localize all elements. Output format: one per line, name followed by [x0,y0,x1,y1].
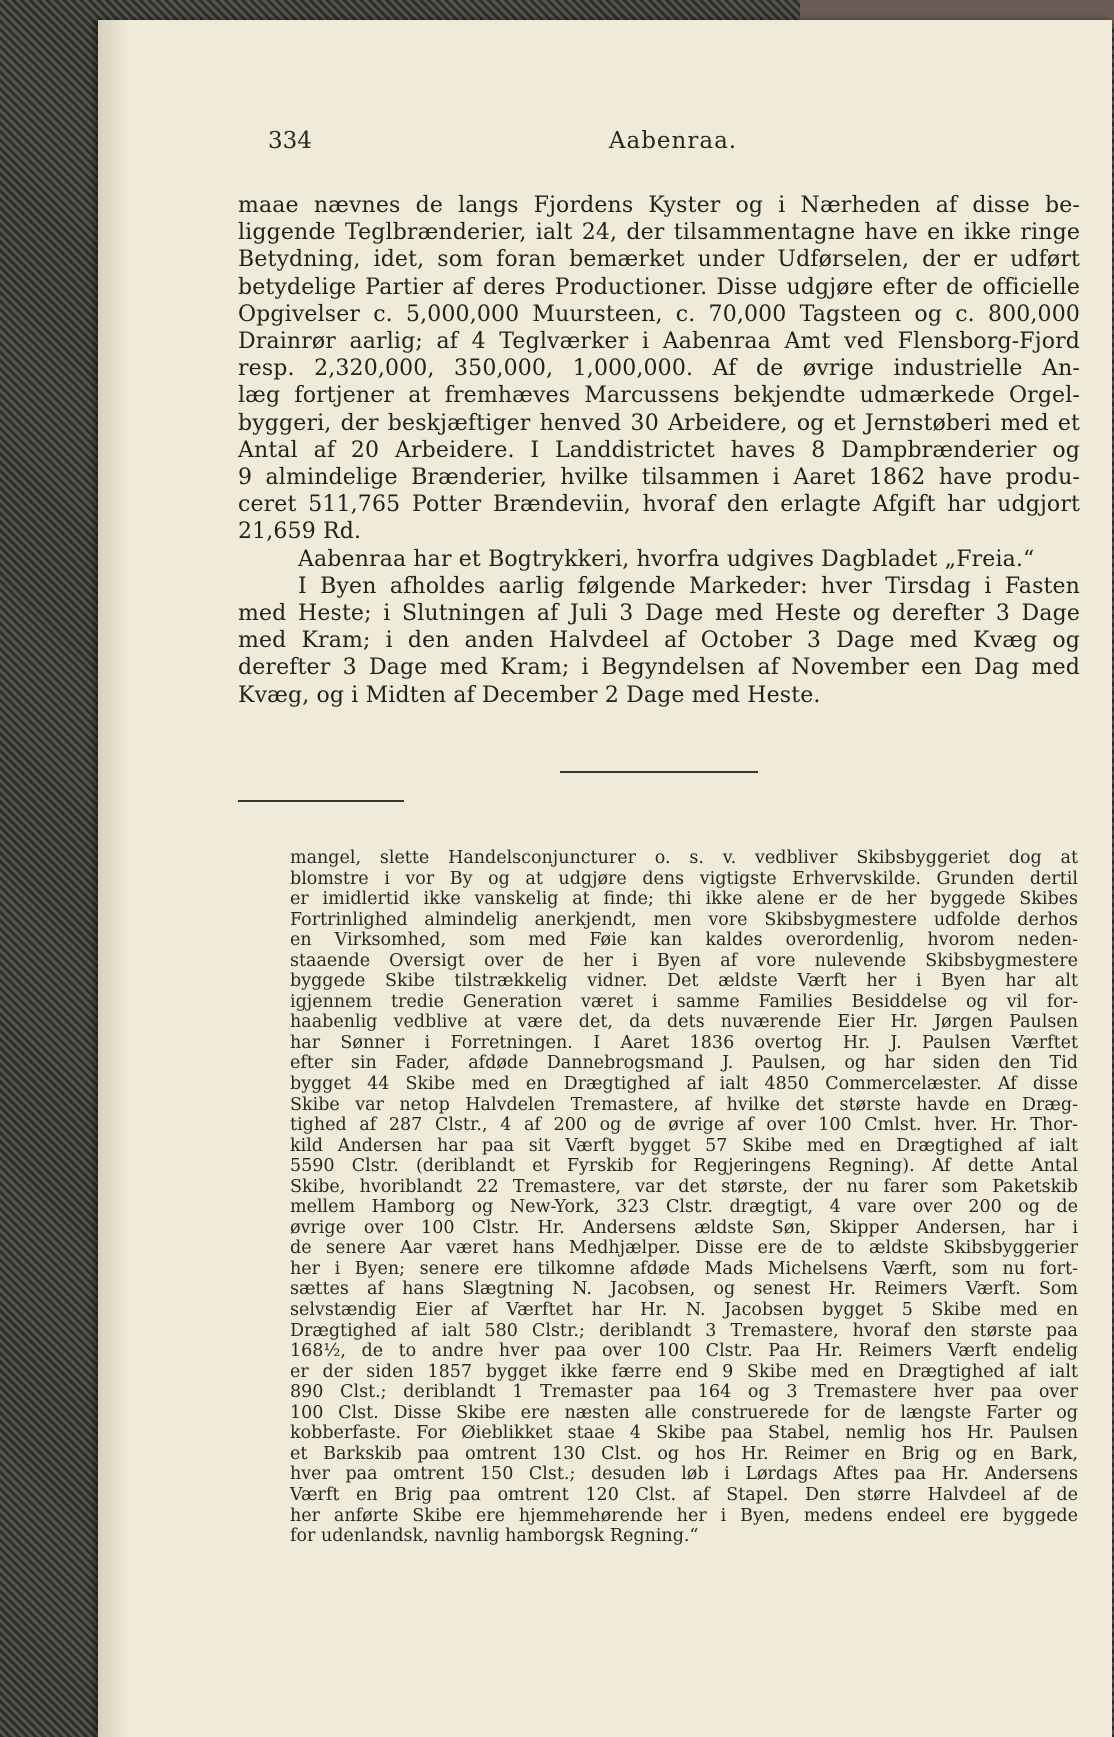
footnote-line: er der siden 1857 bygget ikke færre end 9 Skibe med en Drægtighed af ialt [290,1361,1078,1382]
footnote-line: haabenlig vedblive at være det, da dets nuværende Eier Hr. Jørgen Paulsen [290,1012,1078,1033]
text-line: Betydning, idet, som foran bemærket under Udførselen, der er udført [238,247,1080,273]
text-line: ceret 511,765 Potter Brændeviin, hvoraf den erlagte Afgift har udgjort [238,492,1080,518]
footnote-line: tighed af 287 Clstr., 4 af 200 og de øvrige af over 100 Cmlst. hver. Hr. Thor- [290,1115,1078,1136]
footnote-line: Skibe, hvoriblandt 22 Tremastere, var det største, der nu farer som Paketskib [290,1176,1078,1197]
footnote-line: kobberfaste. For Øieblikket staae 4 Skibe paa Stabel, nemlig hos Hr. Paulsen [290,1423,1078,1444]
text-line: Aabenraa har et Bogtrykkeri, hvorfra udgives Dagbladet „Freia.“ [298,546,1035,572]
text-line: læg fortjener at fremhæves Marcussens bekjendte udmærkede Orgel- [238,383,1080,409]
text-line: Antal af 20 Arbeidere. I Landdistrictet haves 8 Dampbrænderier og [238,437,1080,463]
footnote-line: 100 Clst. Disse Skibe ere næsten alle construerede for de længste Farter og [290,1402,1078,1423]
footnote-line: bygget 44 Skibe med en Drægtighed af ialt 4850 Commercelæster. Af disse [290,1074,1078,1095]
footnote-line: sættes af hans Slægtning N. Jacobsen, og senest Hr. Reimers Værft. Som [290,1279,1078,1300]
footnote-line: 5590 Clstr. (deriblandt et Fyrskib for Regjeringens Regning). Af dette Antal [290,1156,1078,1177]
footnote-line: Skibe var netop Halvdelen Tremastere, af hvilke det største havde en Dræg- [290,1094,1078,1115]
footnote-line: her anførte Skibe ere hjemmehørende her i Byen, medens endeel ere byggede [290,1505,1078,1526]
running-title: Aabenraa. [608,128,738,154]
section-divider [560,771,758,773]
text-line: med Heste; i Slutningen af Juli 3 Dage med Heste og derefter 3 Dage [238,601,1080,627]
footnote-line: de senere Aar været hans Medhjælper. Disse ere de to ældste Skibsbyggerier [290,1238,1078,1259]
footnote-line: Værft en Brig paa omtrent 120 Clst. af Stapel. Den større Halvdeel af de [290,1484,1078,1505]
footnote-line: blomstre i vor By og at udgjøre dens vigtigste Erhvervskilde. Grunden dertil [290,868,1078,889]
text-line: derefter 3 Dage med Kram; i Begyndelsen af November een Dag med [238,655,1080,681]
footnote-line: 168½, de to andre hver paa over 100 Clstr. Paa Hr. Reimers Værft endelig [290,1341,1078,1362]
text-line: 21,659 Rd. [238,519,362,545]
text-line: maae nævnes de langs Fjordens Kyster og i Nærheden af disse be- [238,193,1080,218]
footnote-line: efter sin Fader, afdøde Dannebrogsmand J. Paulsen, og har siden den Tid [290,1053,1078,1074]
text-line: med Kram; i den anden Halvdeel af October 3 Dage med Kvæg og [238,628,1080,654]
page-number: 334 [268,128,312,154]
text-line: resp. 2,320,000, 350,000, 1,000,000. Af de øvrige industrielle An- [238,356,1080,382]
text-line: liggende Teglbrænderier, ialt 24, der tilsammentagne have en ikke ringe [238,220,1080,246]
footnote-line: kild Andersen har paa sit Værft bygget 57 Skibe med en Drægtighed af ialt [290,1135,1078,1156]
footnote-line: et Barkskib paa omtrent 130 Clst. og hos Hr. Reimer en Brig og en Bark, [290,1443,1078,1464]
text-line: betydelige Partier af deres Productioner. Disse udgjøre efter de officielle [238,274,1080,300]
footnote-line: her i Byen; senere ere tilkomne afdøde Mads Michelsens Værft, som nu fort- [290,1258,1078,1279]
footnote-line: Drægtighed af ialt 580 Clstr.; deriblandt 3 Tremastere, hvoraf den største paa [290,1320,1078,1341]
text-line: Kvæg, og i Midten af December 2 Dage med Heste. [238,682,821,708]
footnote-line: er imidlertid ikke vanskelig at finde; thi ikke alene er de her byggede Skibes [290,889,1078,910]
footnote-line: Fortrinlighed almindelig anerkjendt, men vore Skibsbygmestere udfolde derhos [290,909,1078,930]
text-line: 9 almindelige Brænderier, hvilke tilsammen i Aaret 1862 have produ- [238,465,1080,491]
main-text-block [238,192,1080,709]
footnote-divider [238,800,404,802]
footnote-line: byggede Skibe tilstrækkelig vidner. Det ældste Værft her i Byen har alt [290,971,1078,992]
footnote-line: har Sønner i Forretningen. I Aaret 1836 overtog Hr. J. Paulsen Værftet [290,1032,1078,1053]
footnote-line: mangel, slette Handelsconjuncturer o. s. v. vedbliver Skibsbyggeriet dog at [290,848,1078,868]
footnote-line: staaende Oversigt over de her i Byen af vore nulevende Skibsbygmestere [290,950,1078,971]
footnote-line: igjennem tredie Generation været i samme Families Besiddelse og vil for- [290,991,1078,1012]
footnote-block [290,848,1078,1547]
footnote-line: en Virksomhed, som med Føie kan kaldes overordenlig, hvorom neden- [290,930,1078,951]
text-line: Opgivelser c. 5,000,000 Muursteen, c. 70,000 Tagsteen og c. 800,000 [238,301,1080,327]
footnote-line: øvrige over 100 Clstr. Hr. Andersens ældste Søn, Skipper Andersen, har i [290,1217,1078,1238]
footnote-line: hver paa omtrent 150 Clst.; desuden løb i Lørdags Aftes paa Hr. Andersens [290,1464,1078,1485]
text-line: byggeri, der beskjæftiger henved 30 Arbeidere, og et Jernstøberi med et [238,410,1080,436]
footnote-line: selvstændig Eier af Værftet har Hr. N. Jacobsen bygget 5 Skibe med en [290,1300,1078,1321]
footnote-line: 890 Clst.; deriblandt 1 Tremaster paa 164 og 3 Tremastere hver paa over [290,1382,1078,1403]
page-header [268,128,1078,168]
footnote-line: mellem Hamborg og New-York, 323 Clstr. drægtigt, 4 vare over 200 og de [290,1197,1078,1218]
text-line: I Byen afholdes aarlig følgende Markeder: hver Tirsdag i Fasten [298,573,1080,599]
page-gutter-shadow [98,20,130,1737]
text-line: Drainrør aarlig; af 4 Teglværker i Aabenraa Amt ved Flensborg-Fjord [238,329,1080,355]
footnote-line: for udenlandsk, navnlig hamborgsk Regning.“ [290,1526,699,1547]
